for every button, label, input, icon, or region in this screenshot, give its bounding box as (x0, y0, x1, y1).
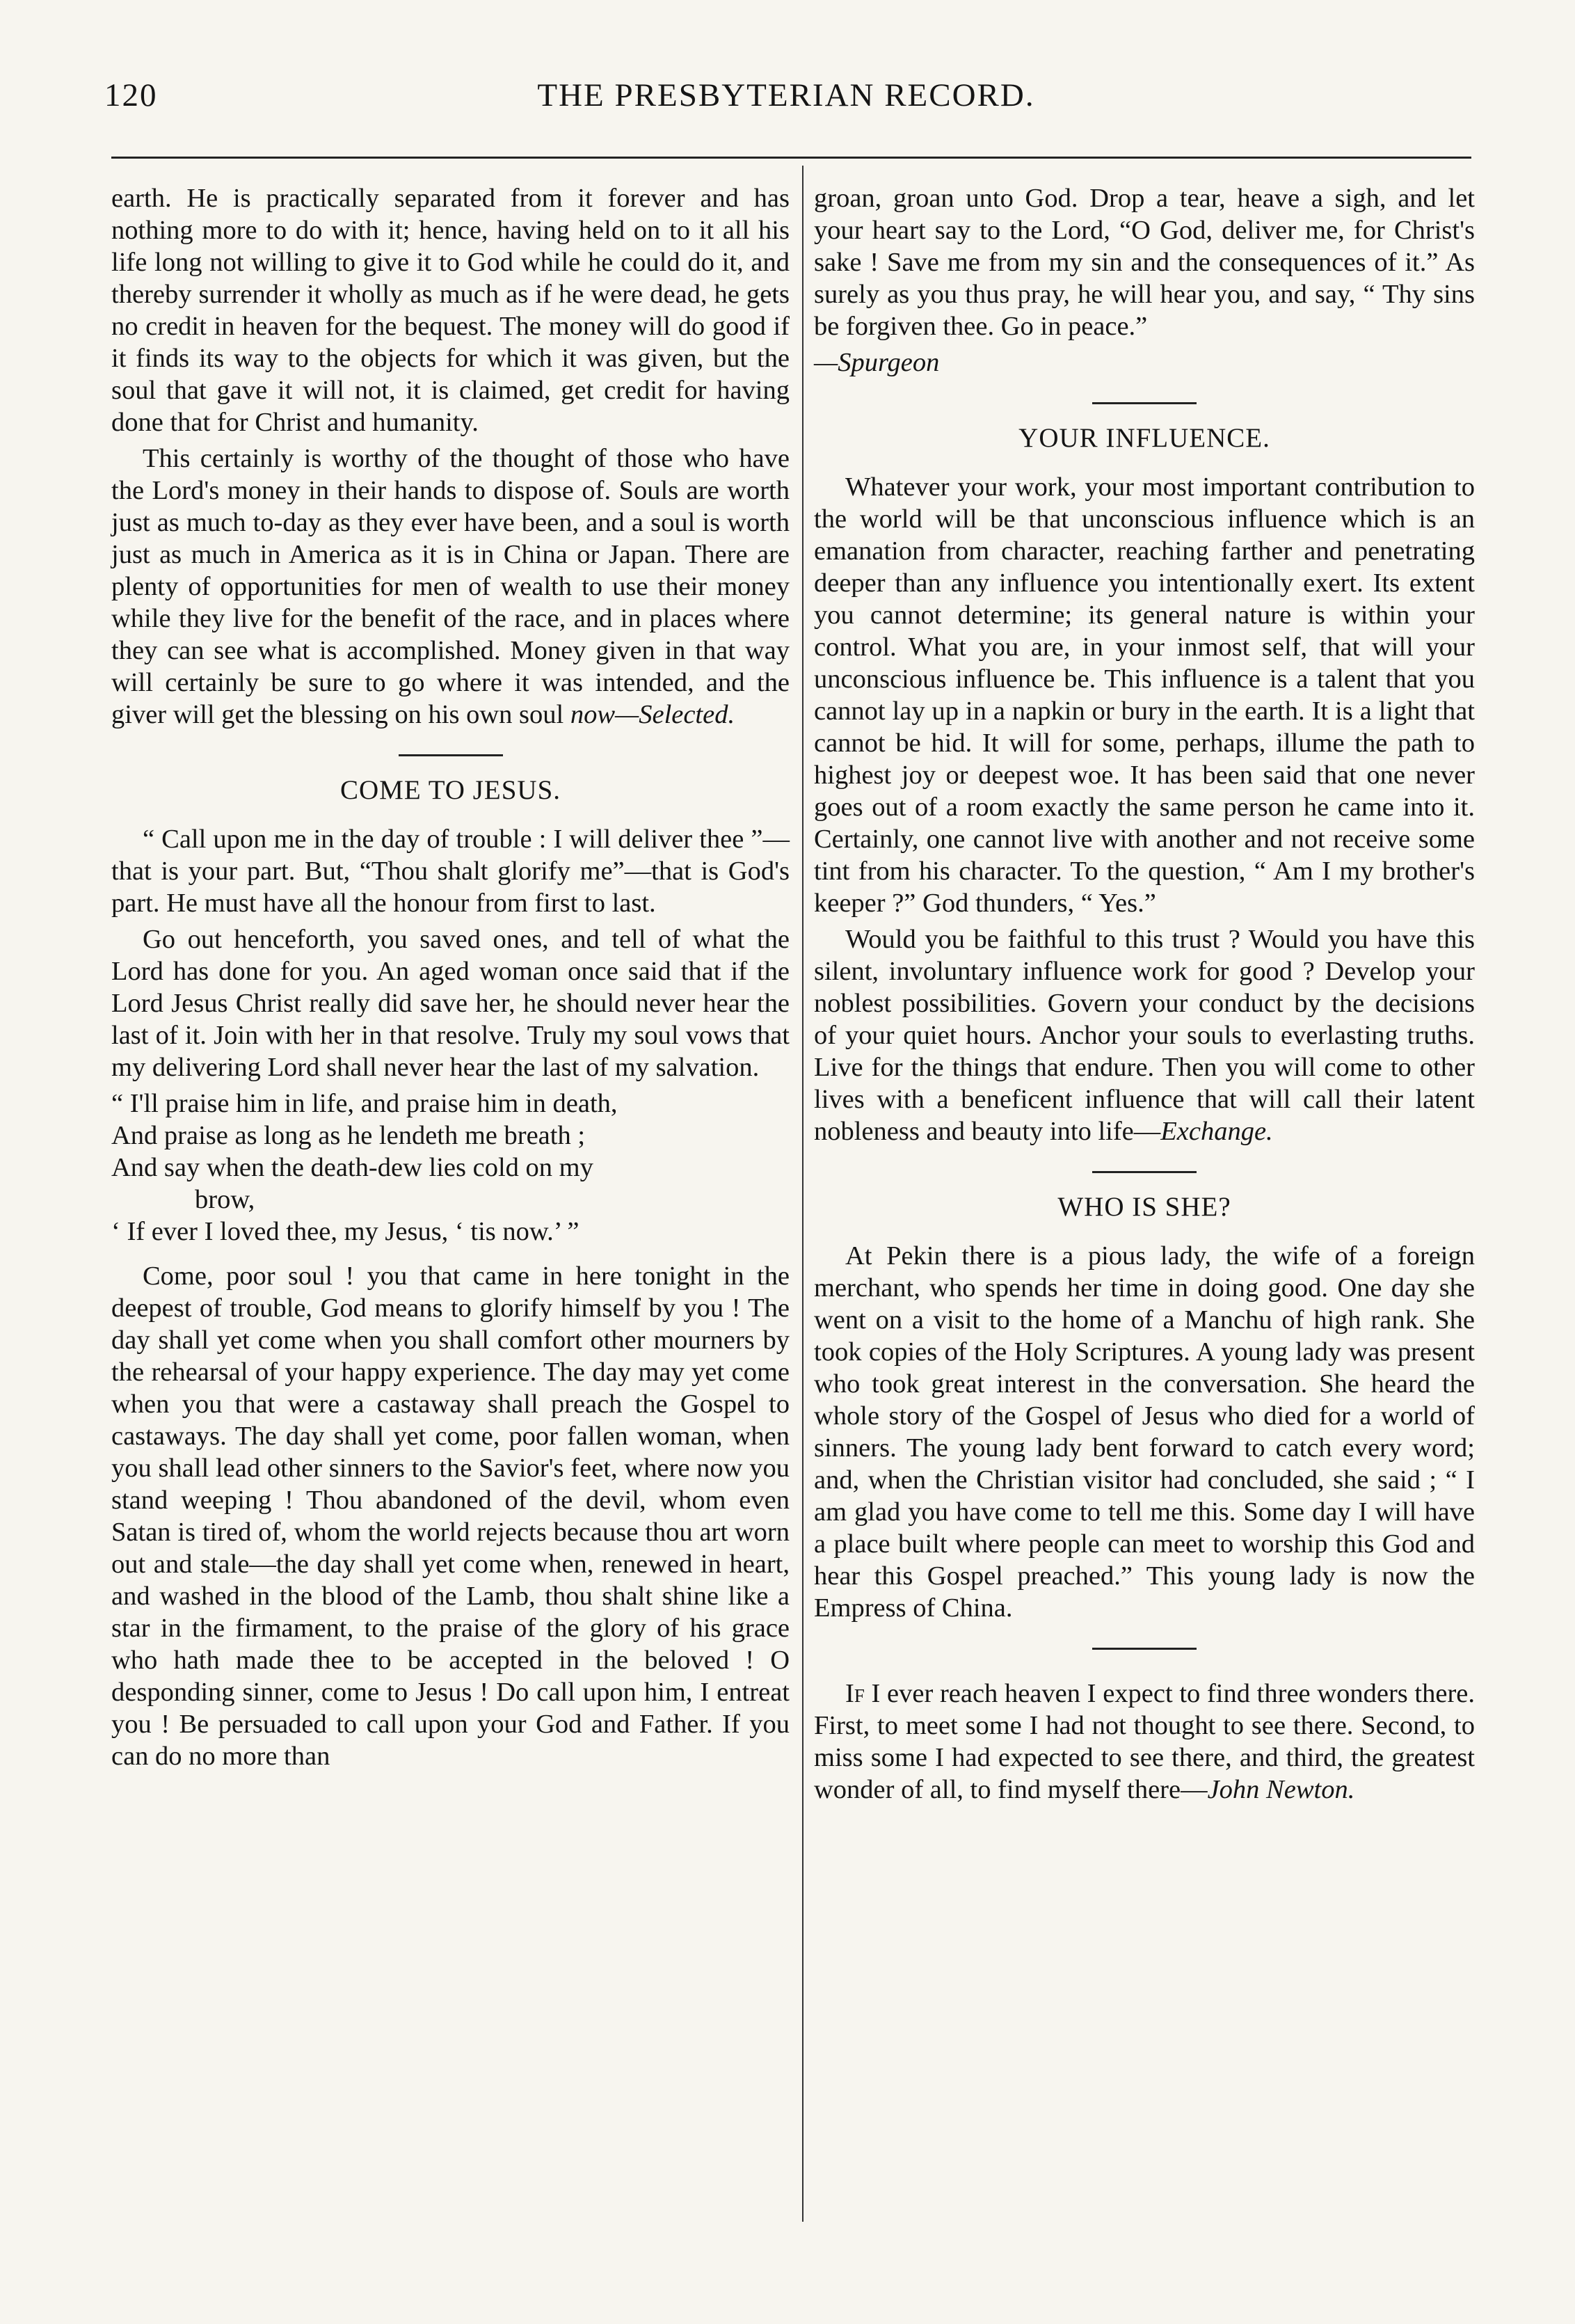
paragraph: groan, groan unto God. Drop a tear, heave a sigh, and let your heart say to the Lord, “O God, deliver me, for Christ's sake ! Save me from my sin and the consequences of it.” As surely as you thus pray, he will hear you, and say, “ Thy sins be forgiven thee. Go in peace.” (814, 184, 1475, 341)
paragraph (111, 443, 790, 731)
page-header (104, 77, 1468, 125)
lead-word: If (845, 1679, 865, 1708)
paragraph-text: Would you be faithful to this trust ? Would you have this silent, involuntary influence work for good ? Develop your noblest possibilities. Govern your conduct by the decisions of your quiet hours. Anchor your souls to everlasting truths. Live for the things that endure. Then you will come to other lives with a beneficent influence that will call their latent nobleness and beauty into life— (814, 925, 1475, 1146)
left-column (111, 182, 790, 1776)
paragraph-text: This certainly is worthy of the thought of those who have the Lord's money in their hands to dispose of. Souls are worth just as much to-day as they ever have been, and a soul is worth just as much in America as it is in China or Japan. There are plenty of opportunities for men of wealth to use their money while they live for the benefit of the race, and in places where they can see what is accomplished. Money given in that way will certainly be sure to go where it was intended, and the giver will get the blessing on his own soul (111, 444, 790, 729)
paragraph (814, 923, 1475, 1147)
poem-line: brow, (195, 1185, 255, 1214)
paragraph: At Pekin there is a pious lady, the wife of a foreign merchant, who spends her time in doing good. One day she went on a visit to the home of a Manchu of high rank. She took copies of the Holy Scriptures. A young lady was present who took great interest in the conversation. She heard the whole story of the Gospel of Jesus who died for a world of sinners. The young lady bent forward to catch every word; and, when the Christian visitor had concluded, she said ; “ I am glad you have come to tell me this. Some day I will have a place built where people can meet to worship this God and hear this Gospel preached.” This young lady is now the Empress of China. (814, 1241, 1475, 1623)
paragraph: Go out henceforth, you saved ones, and tell of what the Lord has done for you. An aged woman once said that if the Lord Jesus Christ really did save her, he should never hear the last of it. Join with her in that resolve. Truly my soul vows that my delivering Lord shall never hear the last of my salvation. (111, 925, 790, 1082)
paragraph: “ Call upon me in the day of trouble : I will deliver thee ”—that is your part. But, “Thou shalt glorify me”—that is God's part. He must have all the honour from first to last. (111, 825, 790, 918)
poem-line: ‘ If ever I loved thee, my Jesus, ‘ tis now.’ ” (111, 1217, 579, 1246)
section-heading-who-is-she: WHO IS SHE? (1057, 1192, 1231, 1222)
section-rule (399, 754, 503, 756)
header-rule (111, 157, 1471, 159)
paragraph (814, 1678, 1475, 1806)
paragraph: Come, poor soul ! you that came in here tonight in the deepest of trouble, God means to glorify himself by you ! The day shall yet come when you shall comfort other mourners by the rehearsal of your happy experience. The day may yet come when you that were a castaway shall preach the Gospel to castaways. The day shall yet come, poor fallen woman, when you shall lead other sinners to the Savior's feet, where now you stand weeping ! Thou abandoned of the devil, whom even Satan is tired of, whom the world rejects because thou art worn out and stale—the day shall yet come when, renewed in heart, and washed in the blood of the Lamb, thou shalt shine like a star in the firmament, to the praise of the glory of his grace who hath made thee to be accepted in the beloved ! O desponding sinner, come to Jesus ! Do call upon him, I entreat you ! Be persuaded to call upon your God and Father. If you can do no more than (111, 1262, 790, 1771)
column-divider (802, 166, 804, 2222)
section-rule (1092, 402, 1197, 404)
paragraph-text: I ever reach heaven I expect to find three wonders there. First, to meet some I had not thought to see there. Second, to miss some I had expected to see there, and third, the greatest wonder of all, to find myself there— (814, 1679, 1475, 1804)
poem-line: “ I'll praise him in life, and praise him in death, (111, 1089, 618, 1118)
right-column (814, 182, 1475, 1810)
publication-title: THE PRESBYTERIAN RECORD. (537, 77, 1035, 113)
page-number: 120 (104, 77, 158, 113)
section-heading-come-to-jesus: COME TO JESUS. (339, 775, 561, 805)
poem (111, 1088, 790, 1248)
section-rule (1092, 1648, 1197, 1650)
attribution: now—Selected. (570, 700, 735, 729)
attribution: Exchange. (1160, 1117, 1273, 1146)
attribution-text: —Spurgeon (814, 348, 940, 377)
poem-line: And praise as long as he lendeth me breath ; (111, 1121, 586, 1150)
section-heading-your-influence: YOUR INFLUENCE. (1018, 423, 1270, 453)
attribution (814, 347, 1475, 379)
attribution: John Newton. (1207, 1775, 1355, 1804)
section-rule (1092, 1171, 1197, 1173)
paragraph: earth. He is practically separated from it forever and has nothing more to do with it; hence, having held on to it all his life long not willing to give it to God while he could do it, and thereby surrender it wholly as much as if he were dead, he gets no credit in heaven for the bequest. The money will do good if it finds its way to the objects for which it was given, but the soul that gave it will not, it is claimed, get credit for having done that for Christ and humanity. (111, 184, 790, 437)
paragraph: Whatever your work, your most important contribution to the world will be that unconscious influence which is an emanation from character, reaching farther and penetrating deeper than any influence you intentionally exert. Its extent you cannot determine; its general nature is within your control. What you are, in your inmost self, that will your unconscious influence be. This influence is a talent that you cannot lay up in a napkin or bury in the earth. It is a light that cannot be hid. It will for some, perhaps, illume the path to highest joy or deepest woe. It has been said that one never goes out of a room exactly the same person he came into it. Certainly, one cannot live with another and not receive some tint from his character. To the question, “ Am I my brother's keeper ?” God thunders, “ Yes.” (814, 472, 1475, 918)
poem-line: And say when the death-dew lies cold on my (111, 1153, 593, 1182)
